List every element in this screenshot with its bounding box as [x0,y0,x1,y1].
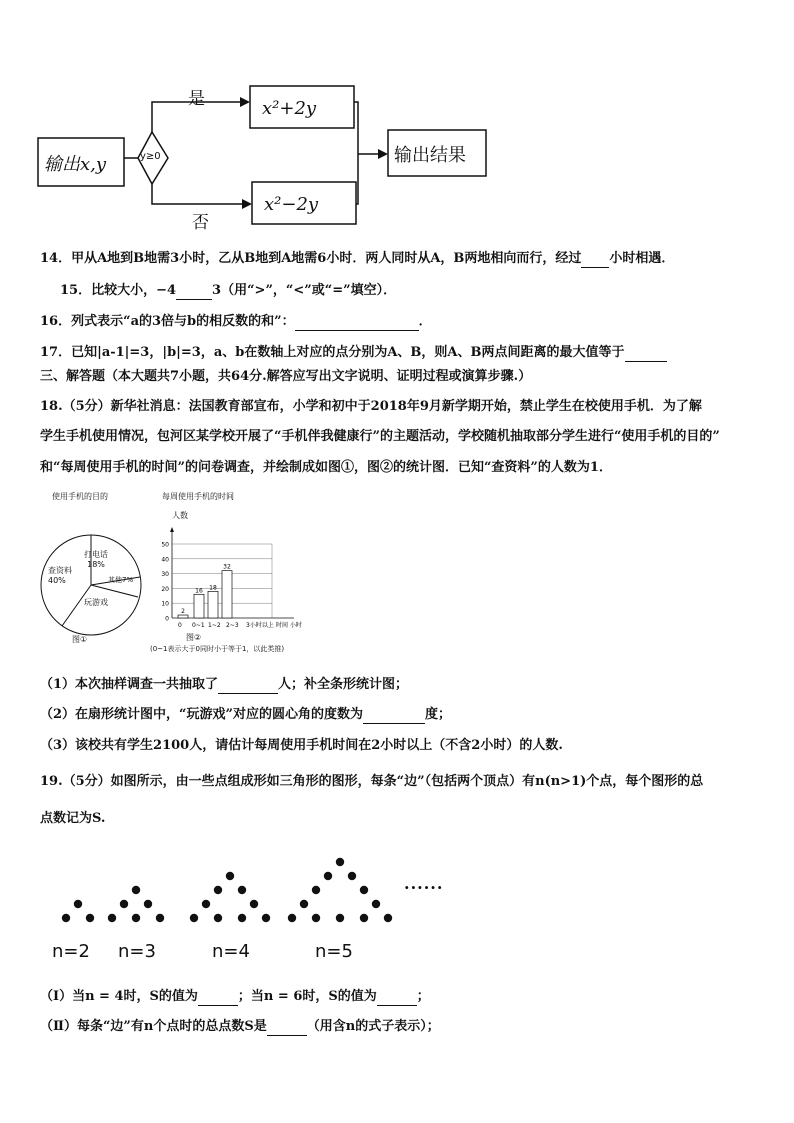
y-tick-label: 0 [165,615,169,623]
x-tick-label: 0 [178,622,182,629]
dot [348,872,356,880]
dot [238,914,246,922]
y-tick-label: 50 [161,541,169,549]
dot [262,914,270,922]
dot [360,914,368,922]
flow-yes-expr: x²+2y [262,98,317,119]
dot [300,900,308,908]
dot [288,914,296,922]
question-17: 17．已知|a-1|=3，|b|=3，a、b在数轴上对应的点分别为A、B，则A、B两点间距离的最大值等于 [40,344,667,362]
question-19-I: （Ⅰ）当n = 4时，S的值为 ；当n = 6时，S的值为 ； [40,989,430,1004]
dot [372,900,380,908]
bar [222,571,232,618]
question-14: 14．甲从A地到B地需3小时，乙从B地到A地需6小时．两人同时从A，B两地相向而行，经过 小时相遇． [40,251,675,266]
dot [324,872,332,880]
dot [336,858,344,866]
question-15: 15．比较大小，−4 3（用“>”，“<”或“=”填空）． [60,283,397,298]
dot [214,914,222,922]
y-tick-label: 30 [161,571,169,579]
dot [74,900,82,908]
y-axis-arrow [170,527,174,532]
dot [202,900,210,908]
flow-no-expr: x²−2y [264,194,319,215]
pie-title: 使用手机的目的 [52,492,108,501]
y-tick-label: 20 [161,585,169,593]
dot [384,914,392,922]
bar-chart-ylabel: 人数 [172,511,188,520]
flow-yes-label: 是 [188,89,205,109]
question-16: 16．列式表示“a的3倍与b的相反数的和”： ． [40,314,432,329]
dot [132,886,140,894]
y-tick-label: 10 [161,600,169,608]
x-axis-label: 时间 小时 [276,622,302,629]
bar-value-label: 18 [209,584,217,592]
bar [194,594,204,618]
dot [214,886,222,894]
dot [156,914,164,922]
dot [238,886,246,894]
dot [312,886,320,894]
y-tick-label: 40 [161,556,169,564]
question-19-II: （Ⅱ）每条“边”有n个点时的总点数S是 （用含n的式子表示）； [40,1019,440,1034]
dot [226,872,234,880]
dot [144,900,152,908]
pie-label-games: 玩游戏 [84,598,108,607]
label-n5: n=5 [315,941,353,962]
dot [250,900,258,908]
dot [86,914,94,922]
dot [360,886,368,894]
question-19-line-2: 点数记为S. [40,811,106,826]
bar-chart-caption: 图② [186,633,202,642]
question-18-2: （2）在扇形统计图中，“玩游戏”对应的圆心角的度数为 度； [40,707,452,722]
question-18-line-1: 18.（5分）新华社消息：法国教育部宣布，小学和初中于2018年9月新学期开始，禁止学生在校使用手机．为了解 [40,399,702,414]
dots-ellipsis: ...... [404,874,444,893]
x-tick-label: 0~1 [192,622,205,629]
dot [312,914,320,922]
dot [336,914,344,922]
flow-input-label: 输出x,y [44,154,107,175]
bar-chart-title: 每周使用手机的时间 [162,492,234,501]
question-18-line-3: 和“每周使用手机的时间”的问卷调查，并绘制成如图①，图②的统计图．已知“查资料”的人数为1． [40,460,612,475]
pie-caption: 图① [72,635,88,644]
x-tick-label: 2~3 [226,622,239,629]
pie-label-research: 查资料 40% [48,566,72,585]
pie-label-other: 其他7% [108,576,134,584]
bar [178,615,188,618]
flow-output-label: 输出结果 [394,145,466,166]
dot [120,900,128,908]
flow-no-label: 否 [192,213,209,233]
label-n4: n=4 [212,941,250,962]
bar-chart-note: (0~1表示大于0同时小于等于1，以此类推) [150,645,285,653]
pie-label-call: 打电话 18% [84,550,108,569]
dot [190,914,198,922]
label-n2: n=2 [52,941,90,962]
section-3-heading: 三、解答题（本大题共7小题，共64分.解答应写出文字说明、证明过程或演算步骤.） [40,369,532,384]
dot-triangles [0,840,794,930]
bar-value-label: 32 [223,563,231,571]
question-18-3: （3）该校共有学生2100人，请估计每周使用手机时间在2小时以上（不含2小时）的人数. [40,738,563,753]
dot [132,914,140,922]
question-18-1: （1）本次抽样调查一共抽取了 人；补全条形统计图； [40,677,409,692]
bar [208,591,218,618]
dot [108,914,116,922]
x-tick-label: 1~2 [208,622,221,629]
flow-condition-label: y≥0 [140,151,161,162]
dot [62,914,70,922]
question-19-line-1: 19.（5分）如图所示，由一些点组成形如三角形的图形，每条“边”（包括两个顶点）有n(n>1)个点，每个图形的总 [40,774,704,789]
bar-value-label: 2 [181,608,185,616]
label-n3: n=3 [118,941,156,962]
bar-value-label: 16 [195,587,203,595]
bar-chart [150,500,340,640]
question-18-line-2: 学生手机使用情况，包河区某学校开展了“手机伴我健康行”的主题活动，学校随机抽取部分学生进行“使用手机的目的” [40,429,720,444]
x-tick-label: 3小时以上 [246,622,274,629]
